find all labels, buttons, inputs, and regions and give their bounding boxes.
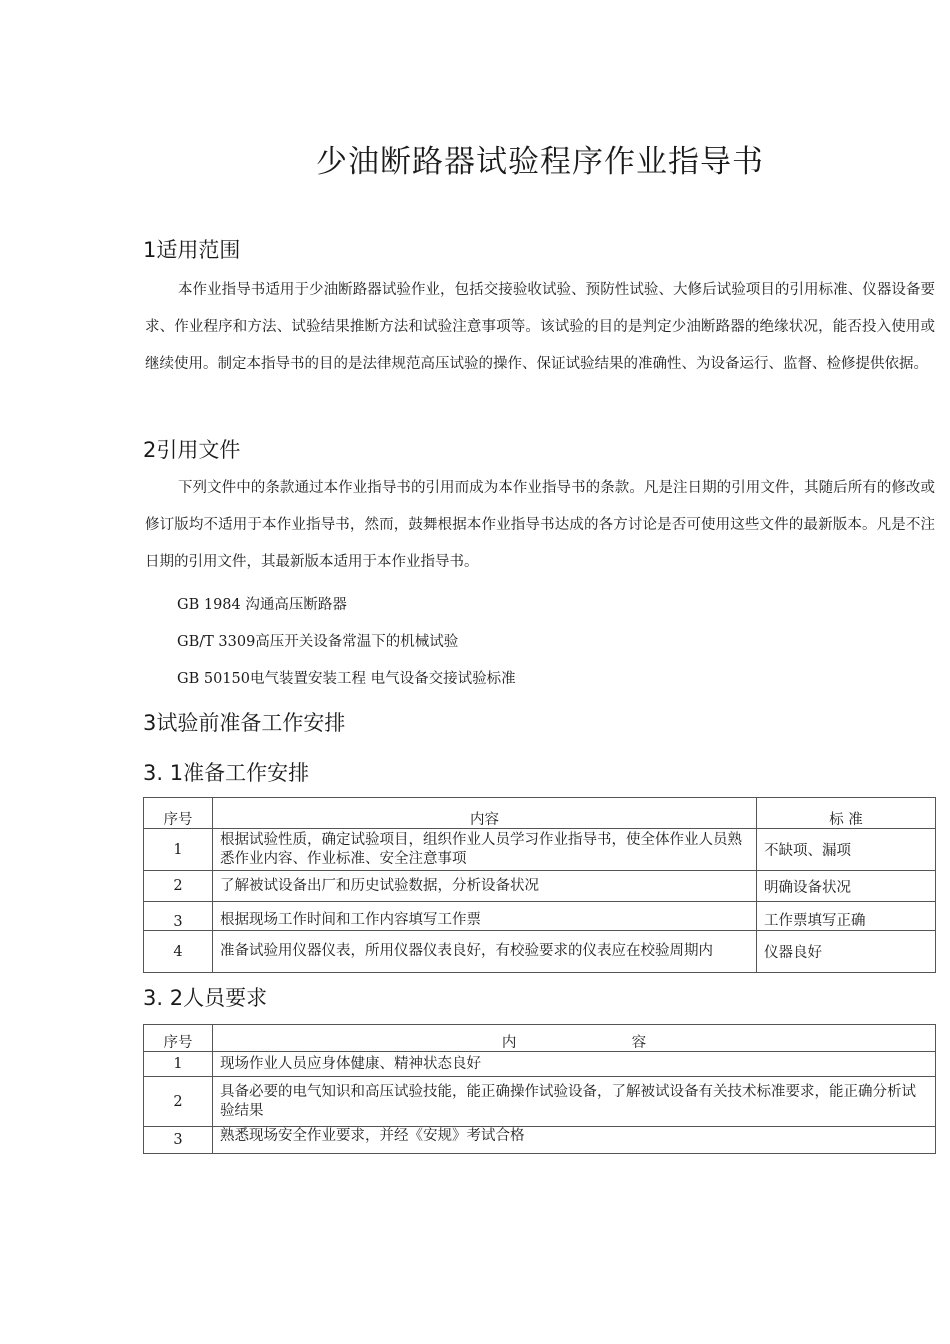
row-content: 具备必要的电气知识和高压试验技能，能正确操作试验设备，了解被试设备有关技术标准要求，能正确分析试验结果 xyxy=(213,1077,936,1127)
row-content: 现场作业人员应身体健康、精神状态良好 xyxy=(213,1052,936,1077)
row-number: 1 xyxy=(144,1052,213,1077)
row-content: 根据现场工作时间和工作内容填写工作票 xyxy=(213,902,757,931)
row-content: 了解被试设备出厂和历史试验数据，分析设备状况 xyxy=(213,871,757,902)
section-2-body: 下列文件中的条款通过本作业指导书的引用而成为本作业指导书的条款。凡是注日期的引用文件，其随后所有的修改或修订版均不适用于本作业指导书，然而，鼓舞根据本作业指导书达成的各方讨论是否可使用这些文件的最新版本。凡是不注日期的引用文件，其最新版本适用于本作业指导书。 xyxy=(145,480,935,570)
table-row xyxy=(144,871,936,902)
row-number: 4 xyxy=(144,931,213,973)
table-header-row xyxy=(144,798,936,829)
row-standard: 仪器良好 xyxy=(757,931,936,973)
row-number: 3 xyxy=(144,902,213,931)
reference-item: GB 1984 沟通高压断路器 xyxy=(177,597,347,613)
reference-item: GB 50150电气装置安装工程 电气设备交接试验标准 xyxy=(177,671,516,687)
table-row xyxy=(144,1077,936,1127)
row-standard: 明确设备状况 xyxy=(757,871,936,902)
personnel-table xyxy=(143,1024,936,1154)
column-header-no: 序号 xyxy=(144,1025,213,1052)
table-row xyxy=(144,1127,936,1154)
row-standard: 不缺项、漏项 xyxy=(757,829,936,871)
reference-item: GB/T 3309高压开关设备常温下的机械试验 xyxy=(177,634,459,650)
row-number: 2 xyxy=(144,871,213,902)
table-row xyxy=(144,902,936,931)
row-number: 3 xyxy=(144,1127,213,1154)
row-standard: 工作票填写正确 xyxy=(757,902,936,931)
section-1-heading: 1适用范围 xyxy=(143,238,241,262)
table-row xyxy=(144,829,936,871)
row-number: 1 xyxy=(144,829,213,871)
table-row xyxy=(144,1052,936,1077)
table-header-row xyxy=(144,1025,936,1052)
column-header-standard: 标 准 xyxy=(757,798,936,829)
column-header-content: 内 容 xyxy=(213,1025,936,1052)
row-content: 准备试验用仪器仪表，所用仪器仪表良好，有校验要求的仪表应在校验周期内 xyxy=(213,931,757,973)
section-2-heading: 2引用文件 xyxy=(143,438,241,462)
document-title: 少油断路器试验程序作业指导书 xyxy=(316,144,764,180)
section-1-body: 本作业指导书适用于少油断路器试验作业，包括交接验收试验、预防性试验、大修后试验项目的引用标准、仪器设备要求、作业程序和方法、试验结果推断方法和试验注意事项等。该试验的目的是判定少油断路器的绝缘状况，能否投入使用或继续使用。制定本指导书的目的是法律规范高压试验的操作、保证试验结果的准确性、为设备运行、监督、检修提供依据。 xyxy=(145,282,935,372)
section-3-2-heading: 3. 2人员要求 xyxy=(143,986,268,1010)
section-3-heading: 3试验前准备工作安排 xyxy=(143,711,346,735)
column-header-no: 序号 xyxy=(144,798,213,829)
row-content: 熟悉现场安全作业要求，并经《安规》考试合格 xyxy=(213,1127,936,1154)
row-number: 2 xyxy=(144,1077,213,1127)
preparation-table xyxy=(143,797,936,973)
column-header-content: 内容 xyxy=(213,798,757,829)
table-row xyxy=(144,931,936,973)
row-content: 根据试验性质，确定试验项目，组织作业人员学习作业指导书，使全体作业人员熟悉作业内容、作业标准、安全注意事项 xyxy=(213,829,757,871)
section-3-1-heading: 3. 1准备工作安排 xyxy=(143,761,310,785)
